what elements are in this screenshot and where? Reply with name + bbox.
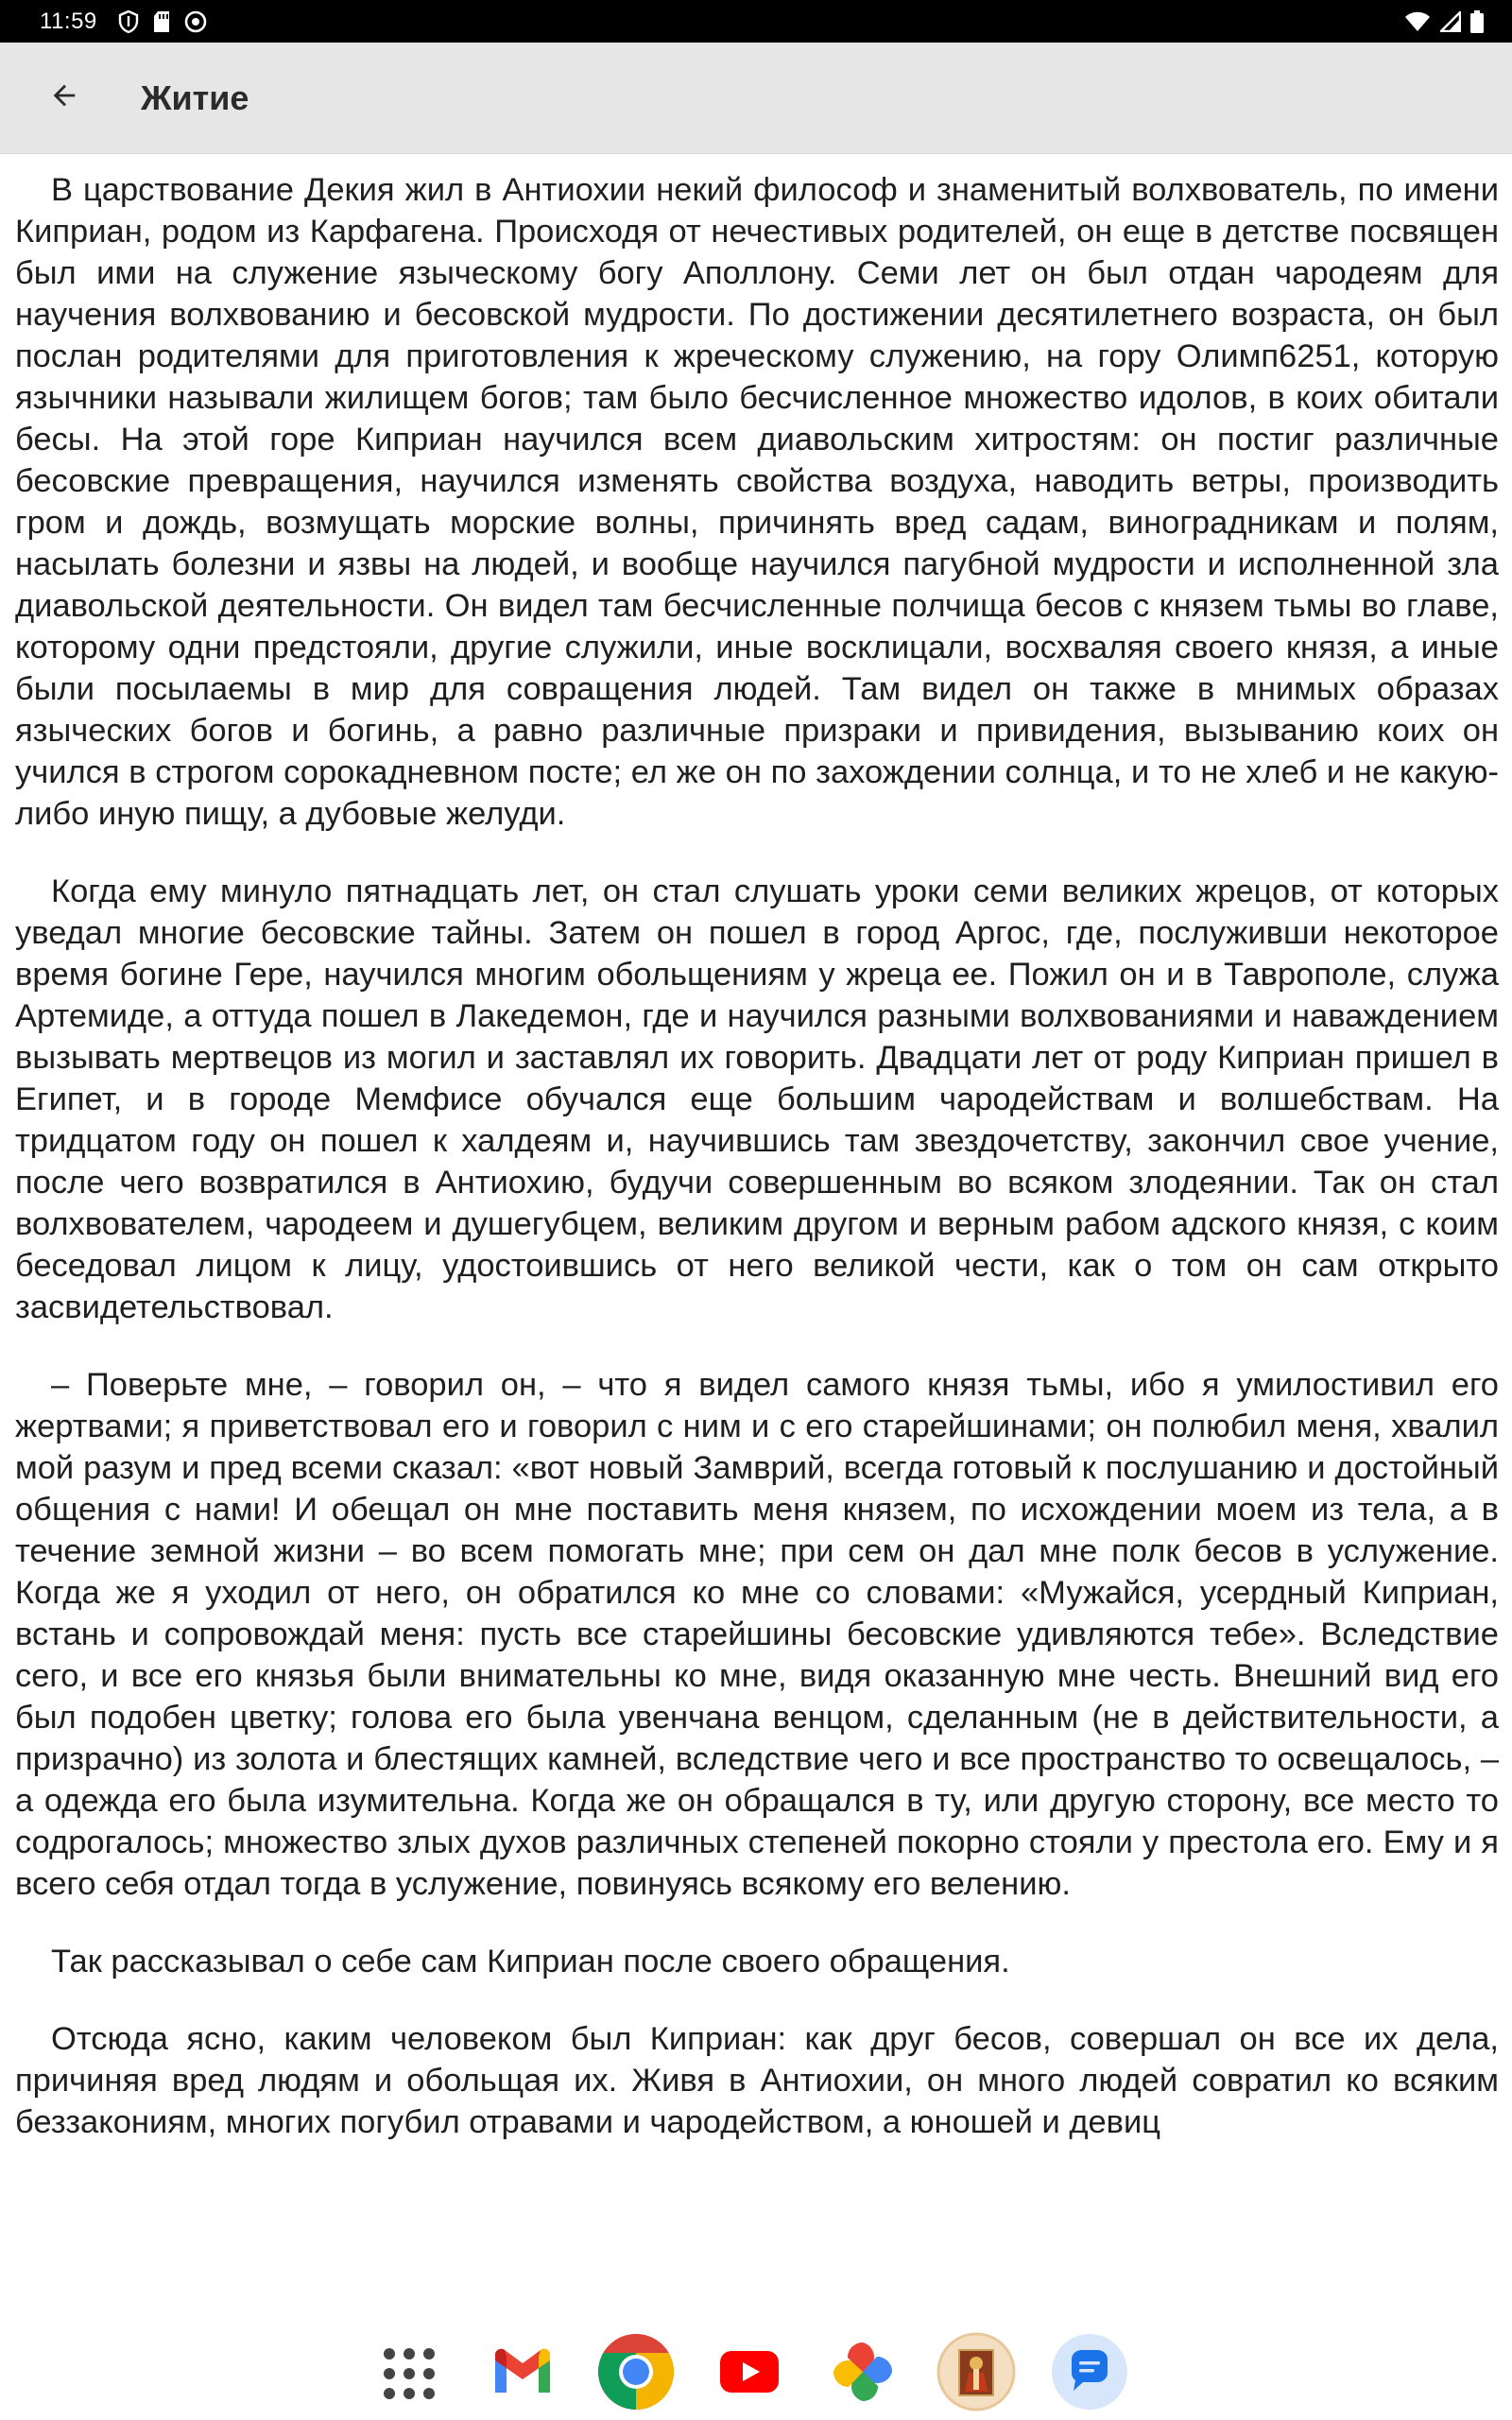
shield-icon <box>118 10 139 33</box>
icon-app-icon <box>936 2331 1017 2417</box>
page-title: Житие <box>141 78 249 117</box>
paragraph-3: – Поверьте мне, – говорил он, – что я видел самого князя тьмы, ибо я умилостивил его жертвами; я приветствовал его и говорил с ним и с его старейшинами; он полюбил меня, хвалил мой разум и пред всеми сказал: «вот новый Замврий, всегда готовый к послушанию и достойный общения с нами! И обещал он мне поставить меня князем, по исхождении моем из тела, а в течение земной жизни – во всем помогать мне; при сем он дал мне полк бесов в услужение. Когда же я уходил от него, он обратился ко мне со словами: «Мужайся, усердный Киприан, встань и сопровождай меня: пусть все старейшины бесовские удивляются тебе». Вследствие сего, и все его князья были внимательны ко мне, видя оказанную мне честь. Внешний вид его был подобен цветку; голова его была увенчана венцом, сделанным (не в действительности, а призрачно) из золота и блестящих камней, вследствие чего и все пространство то освещалось, – а одежда его была изумительна. Когда же он обращался в ту, или другую сторону, все место то содрогалось; множество злых духов различных степеней покорно стояли у престола его. Ему и я всего себя отдал тогда в услужение, повинуясь всякому его велению. <box>15 1367 1499 1902</box>
chrome-app[interactable] <box>595 2333 677 2414</box>
sd-card-icon <box>152 10 171 33</box>
icon-app[interactable] <box>936 2333 1017 2414</box>
photos-icon <box>830 2339 896 2410</box>
paragraph-1: В царствование Декия жил в Антиохии некий философ и знаменитый волхвователь, по имени Киприан, родом из Карфагена. Происходя от нечестивых родителей, он еще в детстве посвящен был ими на служение языческому богу Аполлону. Семи лет он был отдан чародеям для научения волхвованию и бесовской мудрости. По достижении десятилетнего возраста, он был послан родителями для приготовления к жреческому служению, на гору Олимп6251, которую язычники называли жилищем богов; там было бесчисленное множество идолов, в коих обитали бесы. На этой горе Киприан научился всем диавольским хитростям: он постиг различные бесовские превращения, научился изменять свойства воздуха, наводить ветры, производить гром и дождь, возмущать морские волны, причинять вред садам, виноградникам и полям, насылать болезни и язвы на людей, и вообще научился пагубной мудрости и исполненной зла диавольской деятельности. Он видел там бесчисленные полчища бесов с князем тьмы во главе, которому одни предстояли, другие служили, иные восклицали, восхваляя своего князя, а иные были посылаемы в мир для совращения людей. Там видел он также в мнимых образах языческих богов и богинь, а равно различные призраки и привидения, вызыванию коих он учился в строгом сорокадневном посте; ел же он по захождении солнца, и то не хлеб и не какую-либо иную пищу, а дубовые желуди. <box>15 172 1499 832</box>
status-time: 11:59 <box>40 8 97 34</box>
back-button[interactable] <box>31 65 97 131</box>
paragraph-2: Когда ему минуло пятнадцать лет, он стал слушать уроки семи великих жрецов, от которых уведал многие бесовские тайны. Затем он пошел в город Аргос, где, послуживши некоторое время богине Гере, научился многим обольщениям у жреца ее. Пожил он и в Тавропoле, служа Артемиде, а оттуда пошел в Лакедемон, где и научился разными волхвованиями и наваждением вызывать мертвецов из могил и заставлял их говорить. Двадцати лет от роду Киприан пришел в Египет, и в городе Мемфисе обучался еще большим чародействам и волшебствам. На тридцатом году он пошел к халдеям и, научившись там звездочетству, закончил свое учение, после чего возвратился в Антиохию, будучи совершенным во всяком злодеянии. Так он стал волхвователем, чародеем и душегубцем, великим другом и верным рабом адского князя, с коим беседовал лицом к лицу, удостоившись от него великой чести, как о том он сам открыто засвидетельствовал. <box>15 873 1499 1325</box>
sync-icon <box>184 10 207 33</box>
gmail-icon <box>491 2347 554 2401</box>
chrome-icon <box>596 2332 676 2416</box>
life-text-content[interactable] <box>15 154 1499 2333</box>
wifi-icon <box>1404 11 1431 32</box>
gmail-app[interactable] <box>482 2333 563 2414</box>
paragraph-5: Отсюда ясно, каким человеком был Киприан: как друг бесов, совершал он все их дела, причиняя вред людям и обольщая их. Живя в Антиохии, он много людей совратил ко всяким беззакониям, многих погубил отравами и чародейством, а юношей и девиц <box>15 2021 1499 2140</box>
photos-app[interactable] <box>822 2333 903 2414</box>
all-apps-button[interactable] <box>369 2333 450 2414</box>
paragraph-4: Так рассказывал о себе сам Киприан после своего обращения. <box>51 1944 1010 1979</box>
battery-icon <box>1470 10 1484 33</box>
status-left <box>40 9 207 35</box>
messages-app[interactable] <box>1049 2333 1130 2414</box>
messages-icon <box>1049 2331 1130 2417</box>
signal-icon <box>1440 11 1461 32</box>
app-bar <box>0 43 1512 154</box>
arrow-back-icon <box>48 79 80 116</box>
status-bar <box>0 0 1512 43</box>
status-notification-icons <box>118 10 207 33</box>
youtube-app[interactable] <box>709 2333 790 2414</box>
status-system-icons <box>1404 10 1484 33</box>
all-apps-icon <box>369 2333 450 2414</box>
youtube-icon <box>720 2351 779 2397</box>
app-dock <box>369 2333 1130 2414</box>
